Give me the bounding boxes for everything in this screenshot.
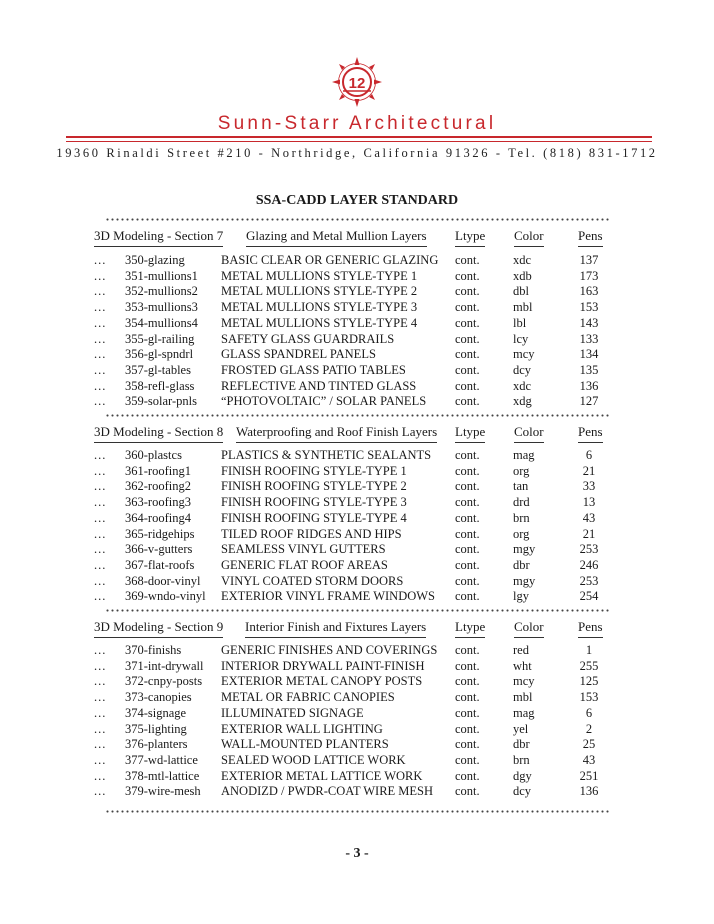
layer-ltype: cont. xyxy=(455,573,480,588)
layer-pens: 136 xyxy=(579,378,599,393)
table-row xyxy=(0,316,714,332)
layer-color: org xyxy=(513,463,530,478)
layer-name: 375-lighting xyxy=(125,721,187,736)
layer-ltype: cont. xyxy=(455,768,480,783)
layer-pens: 253 xyxy=(579,542,599,557)
layer-ltype: cont. xyxy=(455,721,480,736)
section-label: 3D Modeling - Section 7 xyxy=(94,228,223,247)
layer-color: yel xyxy=(513,721,529,736)
layer-name: 376-planters xyxy=(125,737,188,752)
layer-color: red xyxy=(513,643,529,657)
layer-ltype: cont. xyxy=(455,674,480,689)
table-row xyxy=(0,363,714,379)
layer-color: mcy xyxy=(513,347,535,362)
layer-name: 355-gl-railing xyxy=(125,331,195,346)
layer-name: 370-finishs xyxy=(125,643,182,657)
layer-pens: 135 xyxy=(579,362,599,377)
table-row xyxy=(0,527,714,543)
row-dots: ... xyxy=(94,315,107,330)
dotted-divider xyxy=(105,810,610,813)
layer-name: 353-mullions3 xyxy=(125,300,198,315)
dotted-divider xyxy=(105,218,610,221)
layer-ltype: cont. xyxy=(455,315,480,330)
row-dots: ... xyxy=(94,705,107,720)
sunn-starr-logo-icon xyxy=(331,56,383,108)
table-row xyxy=(0,558,714,574)
table-row xyxy=(0,737,714,753)
table-row xyxy=(0,379,714,395)
layer-name: 350-glazing xyxy=(125,253,185,267)
row-dots: ... xyxy=(94,643,107,657)
table-row xyxy=(0,332,714,348)
row-dots: ... xyxy=(94,573,107,588)
row-dots: ... xyxy=(94,690,107,705)
table-row xyxy=(0,269,714,285)
layer-description: FINISH ROOFING STYLE-TYPE 3 xyxy=(221,495,407,510)
row-dots: ... xyxy=(94,362,107,377)
layer-name: 360-plastcs xyxy=(125,448,182,462)
layer-color: dcy xyxy=(513,362,532,377)
company-address: 19360 Rinaldi Street #210 - Northridge, California 91326 - Tel. (818) 831-1712 xyxy=(56,146,658,160)
layer-pens: 163 xyxy=(579,284,599,299)
header-rule xyxy=(66,136,652,138)
layer-pens: 6 xyxy=(585,448,593,462)
layer-description: VINYL COATED STORM DOORS xyxy=(221,573,404,588)
layer-ltype: cont. xyxy=(455,557,480,572)
table-row xyxy=(0,479,714,495)
row-dots: ... xyxy=(94,510,107,525)
document-title: SSA-CADD LAYER STANDARD xyxy=(255,193,459,208)
layer-description: “PHOTOVOLTAIC” / SOLAR PANELS xyxy=(221,394,427,409)
section-label: 3D Modeling - Section 8 xyxy=(94,424,223,443)
dotted-divider xyxy=(105,414,610,417)
layer-description: METAL OR FABRIC CANOPIES xyxy=(221,690,395,705)
layer-description: GENERIC FLAT ROOF AREAS xyxy=(221,557,388,572)
layer-ltype: cont. xyxy=(455,658,480,673)
layer-color: xdc xyxy=(513,378,532,393)
layer-ltype: cont. xyxy=(455,510,480,525)
layer-pens: 25 xyxy=(582,737,596,752)
section-title: Waterproofing and Roof Finish Layers xyxy=(236,424,437,443)
row-dots: ... xyxy=(94,378,107,393)
layer-name: 365-ridgehips xyxy=(125,526,195,541)
layer-ltype: cont. xyxy=(455,362,480,377)
layer-ltype: cont. xyxy=(455,253,480,267)
layer-pens: 33 xyxy=(582,479,596,494)
layer-pens: 246 xyxy=(579,557,599,572)
layer-ltype: cont. xyxy=(455,495,480,510)
table-row xyxy=(0,448,714,464)
column-header-ltype: Ltype xyxy=(455,619,485,638)
column-header-pens: Pens xyxy=(578,424,603,443)
layer-color: mgy xyxy=(513,573,536,588)
layer-name: 354-mullions4 xyxy=(125,315,198,330)
section-title: Glazing and Metal Mullion Layers xyxy=(246,228,427,247)
layer-description: INTERIOR DRYWALL PAINT-FINISH xyxy=(221,658,425,673)
layer-pens: 43 xyxy=(582,752,596,767)
layer-ltype: cont. xyxy=(455,448,480,462)
row-dots: ... xyxy=(94,752,107,767)
row-dots: ... xyxy=(94,268,107,283)
row-dots: ... xyxy=(94,737,107,752)
layer-ltype: cont. xyxy=(455,378,480,393)
layer-ltype: cont. xyxy=(455,284,480,299)
header-rule-thin xyxy=(66,141,652,142)
layer-pens: 134 xyxy=(579,347,599,362)
layer-name: 377-wd-lattice xyxy=(125,752,198,767)
layer-color: mbl xyxy=(513,300,533,315)
layer-description: METAL MULLIONS STYLE-TYPE 1 xyxy=(221,268,418,283)
layer-description: ANODIZD / PWDR-COAT WIRE MESH xyxy=(221,784,434,799)
table-row xyxy=(0,784,714,800)
layer-name: 374-signage xyxy=(125,705,187,720)
layer-description: METAL MULLIONS STYLE-TYPE 3 xyxy=(221,300,418,315)
row-dots: ... xyxy=(94,589,107,604)
layer-description: EXTERIOR WALL LIGHTING xyxy=(221,721,383,736)
layer-color: brn xyxy=(513,752,530,767)
layer-pens: 136 xyxy=(579,784,599,799)
layer-ltype: cont. xyxy=(455,784,480,799)
layer-name: 361-roofing1 xyxy=(125,463,191,478)
layer-description: BASIC CLEAR OR GENERIC GLAZING xyxy=(221,253,439,267)
layer-ltype: cont. xyxy=(455,752,480,767)
layer-pens: 253 xyxy=(579,573,599,588)
layer-description: GENERIC FINISHES AND COVERINGS xyxy=(221,643,438,657)
table-row xyxy=(0,769,714,785)
layer-ltype: cont. xyxy=(455,643,480,657)
company-name: Sunn-Starr Architectural xyxy=(217,113,497,134)
layer-color: wht xyxy=(513,658,532,673)
row-dots: ... xyxy=(94,557,107,572)
layer-color: xdb xyxy=(513,268,532,283)
layer-pens: 173 xyxy=(579,268,599,283)
layer-name: 356-gl-spndrl xyxy=(125,347,194,362)
layer-name: 357-gl-tables xyxy=(125,362,191,377)
layer-color: lcy xyxy=(513,331,529,346)
table-row xyxy=(0,394,714,410)
table-row xyxy=(0,674,714,690)
layer-ltype: cont. xyxy=(455,690,480,705)
table-row xyxy=(0,589,714,605)
layer-color: tan xyxy=(513,479,529,494)
layer-ltype: cont. xyxy=(455,737,480,752)
layer-ltype: cont. xyxy=(455,479,480,494)
layer-ltype: cont. xyxy=(455,331,480,346)
layer-description: SEALED WOOD LATTICE WORK xyxy=(221,752,406,767)
table-row xyxy=(0,495,714,511)
layer-name: 379-wire-mesh xyxy=(125,784,201,799)
layer-ltype: cont. xyxy=(455,300,480,315)
row-dots: ... xyxy=(94,253,107,267)
row-dots: ... xyxy=(94,674,107,689)
layer-description: SAFETY GLASS GUARDRAILS xyxy=(221,331,395,346)
column-header-ltype: Ltype xyxy=(455,424,485,443)
table-row xyxy=(0,643,714,659)
layer-ltype: cont. xyxy=(455,542,480,557)
layer-pens: 153 xyxy=(579,300,599,315)
column-header-pens: Pens xyxy=(578,619,603,638)
layer-description: PLASTICS & SYNTHETIC SEALANTS xyxy=(221,448,432,462)
layer-color: brn xyxy=(513,510,530,525)
layer-name: 359-solar-pnls xyxy=(125,394,197,409)
row-dots: ... xyxy=(94,331,107,346)
layer-color: dbr xyxy=(513,737,530,752)
layer-name: 352-mullions2 xyxy=(125,284,198,299)
row-dots: ... xyxy=(94,721,107,736)
row-dots: ... xyxy=(94,542,107,557)
row-dots: ... xyxy=(94,300,107,315)
layer-pens: 127 xyxy=(579,394,599,409)
table-row xyxy=(0,753,714,769)
layer-name: 367-flat-roofs xyxy=(125,557,195,572)
layer-name: 369-wndo-vinyl xyxy=(125,589,206,604)
layer-pens: 1 xyxy=(585,643,593,657)
row-dots: ... xyxy=(94,347,107,362)
table-row xyxy=(0,574,714,590)
layer-description: WALL-MOUNTED PLANTERS xyxy=(221,737,389,752)
layer-description: EXTERIOR METAL CANOPY POSTS xyxy=(221,674,423,689)
table-row xyxy=(0,284,714,300)
layer-color: mcy xyxy=(513,674,535,689)
row-dots: ... xyxy=(94,658,107,673)
layer-ltype: cont. xyxy=(455,705,480,720)
column-header-color: Color xyxy=(514,424,544,443)
layer-name: 373-canopies xyxy=(125,690,192,705)
column-header-color: Color xyxy=(514,228,544,247)
layer-pens: 254 xyxy=(579,589,599,604)
layer-pens: 13 xyxy=(582,495,596,510)
table-row xyxy=(0,542,714,558)
layer-color: mag xyxy=(513,448,535,462)
row-dots: ... xyxy=(94,394,107,409)
table-row xyxy=(0,464,714,480)
layer-color: dbr xyxy=(513,557,530,572)
layer-pens: 255 xyxy=(579,658,599,673)
layer-ltype: cont. xyxy=(455,268,480,283)
row-dots: ... xyxy=(94,768,107,783)
layer-color: xdc xyxy=(513,253,532,267)
layer-description: FROSTED GLASS PATIO TABLES xyxy=(221,362,406,377)
layer-color: dcy xyxy=(513,784,532,799)
page-number: - 3 - xyxy=(345,846,369,861)
layer-pens: 137 xyxy=(579,253,599,267)
layer-name: 358-refl-glass xyxy=(125,378,195,393)
column-header-ltype: Ltype xyxy=(455,228,485,247)
layer-description: SEAMLESS VINYL GUTTERS xyxy=(221,542,386,557)
layer-name: 362-roofing2 xyxy=(125,479,191,494)
layer-description: FINISH ROOFING STYLE-TYPE 2 xyxy=(221,479,407,494)
layer-color: mbl xyxy=(513,690,533,705)
layer-ltype: cont. xyxy=(455,589,480,604)
column-header-color: Color xyxy=(514,619,544,638)
layer-description: METAL MULLIONS STYLE-TYPE 2 xyxy=(221,284,418,299)
layer-ltype: cont. xyxy=(455,463,480,478)
layer-pens: 21 xyxy=(582,463,596,478)
layer-name: 378-mtl-lattice xyxy=(125,768,200,783)
layer-pens: 125 xyxy=(579,674,599,689)
layer-color: dbl xyxy=(513,284,529,299)
table-row xyxy=(0,690,714,706)
layer-pens: 251 xyxy=(579,768,599,783)
layer-name: 363-roofing3 xyxy=(125,495,191,510)
layer-color: dgy xyxy=(513,768,532,783)
layer-pens: 153 xyxy=(579,690,599,705)
section-title: Interior Finish and Fixtures Layers xyxy=(245,619,426,638)
table-row xyxy=(0,511,714,527)
layer-description: FINISH ROOFING STYLE-TYPE 1 xyxy=(221,463,407,478)
layer-description: REFLECTIVE AND TINTED GLASS xyxy=(221,378,417,393)
row-dots: ... xyxy=(94,479,107,494)
layer-name: 371-int-drywall xyxy=(125,658,204,673)
layer-ltype: cont. xyxy=(455,526,480,541)
table-row xyxy=(0,706,714,722)
logo-text: 12 xyxy=(348,75,366,92)
layer-name: 366-v-gutters xyxy=(125,542,193,557)
table-row xyxy=(0,347,714,363)
layer-pens: 43 xyxy=(582,510,596,525)
layer-description: GLASS SPANDREL PANELS xyxy=(221,347,376,362)
table-row xyxy=(0,722,714,738)
layer-name: 372-cnpy-posts xyxy=(125,674,203,689)
table-row xyxy=(0,659,714,675)
row-dots: ... xyxy=(94,784,107,799)
layer-description: EXTERIOR VINYL FRAME WINDOWS xyxy=(221,589,435,604)
layer-color: mag xyxy=(513,705,535,720)
table-row xyxy=(0,253,714,269)
section-label: 3D Modeling - Section 9 xyxy=(94,619,223,638)
layer-pens: 2 xyxy=(585,721,593,736)
column-header-pens: Pens xyxy=(578,228,603,247)
table-row xyxy=(0,300,714,316)
row-dots: ... xyxy=(94,495,107,510)
layer-name: 368-door-vinyl xyxy=(125,573,201,588)
layer-name: 364-roofing4 xyxy=(125,510,191,525)
layer-color: mgy xyxy=(513,542,536,557)
layer-color: xdg xyxy=(513,394,532,409)
layer-ltype: cont. xyxy=(455,394,480,409)
row-dots: ... xyxy=(94,448,107,462)
layer-pens: 133 xyxy=(579,331,599,346)
row-dots: ... xyxy=(94,526,107,541)
layer-name: 351-mullions1 xyxy=(125,268,198,283)
row-dots: ... xyxy=(94,463,107,478)
layer-color: org xyxy=(513,526,530,541)
layer-description: EXTERIOR METAL LATTICE WORK xyxy=(221,768,423,783)
layer-pens: 143 xyxy=(579,315,599,330)
layer-color: lgy xyxy=(513,589,529,604)
layer-description: METAL MULLIONS STYLE-TYPE 4 xyxy=(221,315,418,330)
layer-ltype: cont. xyxy=(455,347,480,362)
layer-description: TILED ROOF RIDGES AND HIPS xyxy=(221,526,402,541)
layer-description: FINISH ROOFING STYLE-TYPE 4 xyxy=(221,510,407,525)
layer-description: ILLUMINATED SIGNAGE xyxy=(221,705,364,720)
layer-pens: 21 xyxy=(582,526,596,541)
layer-pens: 6 xyxy=(585,705,593,720)
layer-color: lbl xyxy=(513,315,527,330)
layer-color: drd xyxy=(513,495,530,510)
row-dots: ... xyxy=(94,284,107,299)
dotted-divider xyxy=(105,609,610,612)
